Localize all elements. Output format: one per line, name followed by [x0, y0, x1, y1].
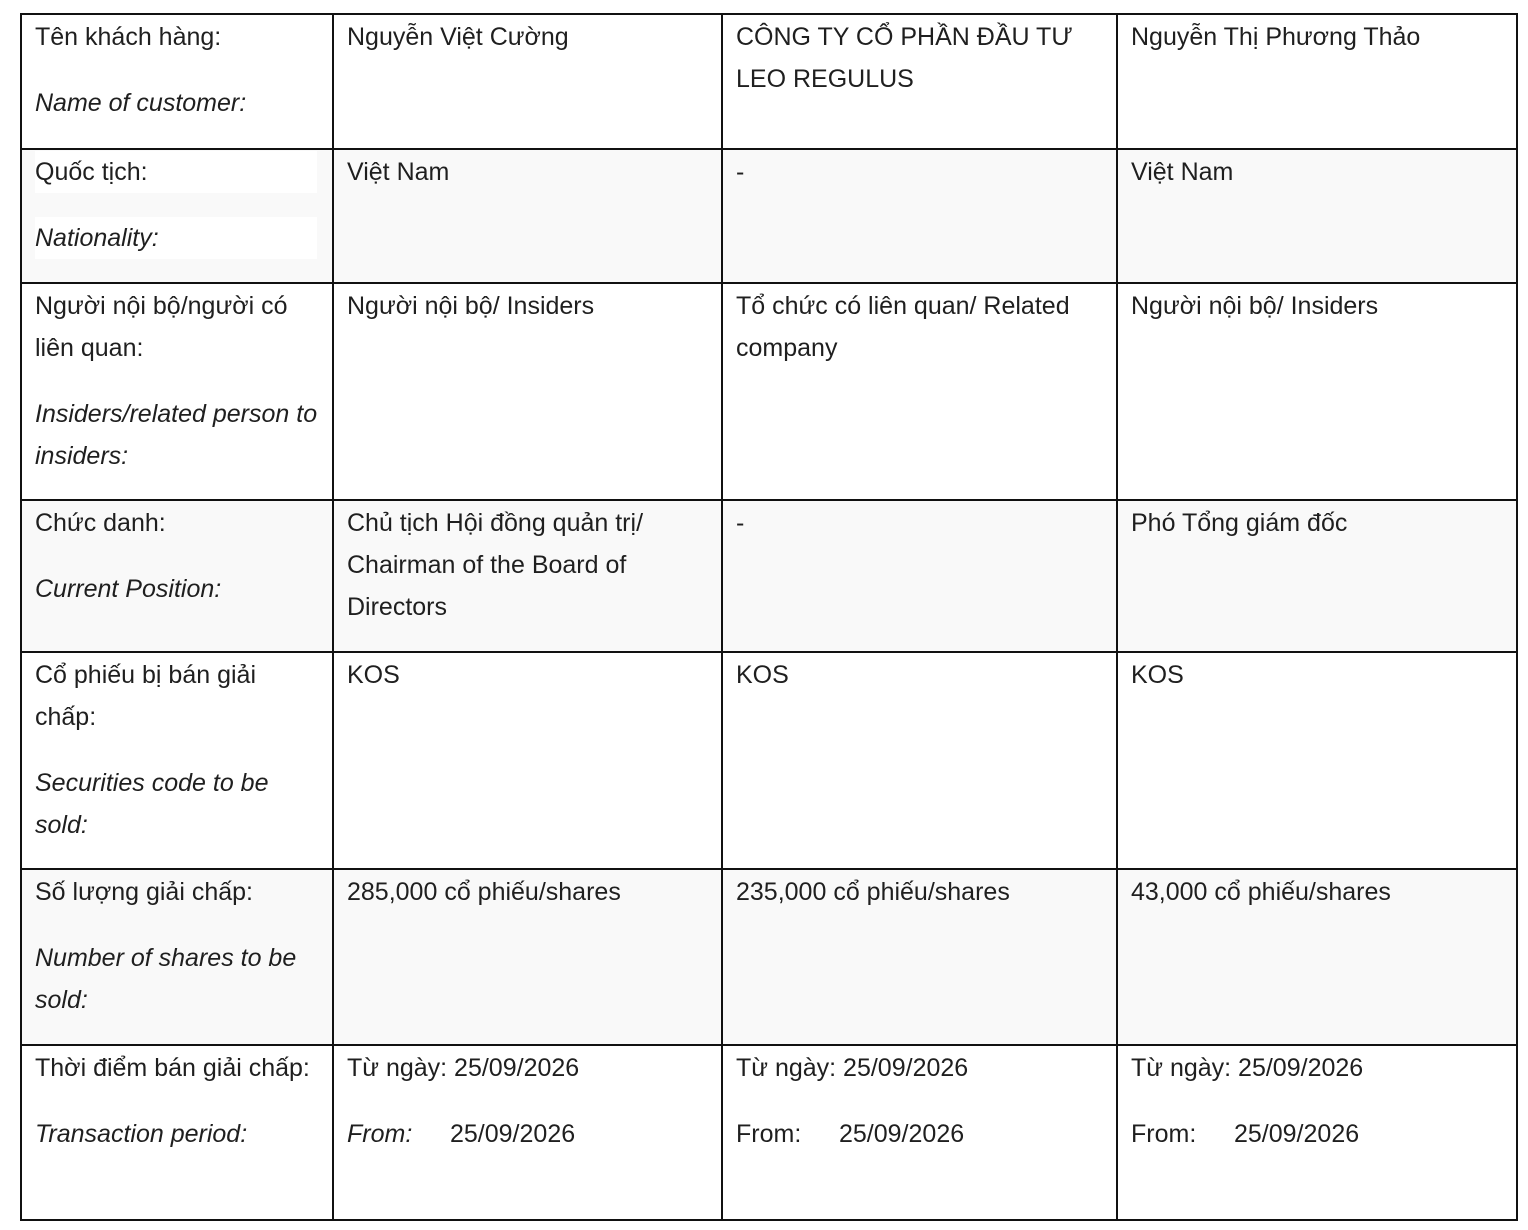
- cell-value: KOS: [1131, 661, 1184, 689]
- cell-value: Chủ tịch Hội đồng quản trị/ Chairman of the Board of Directors: [347, 509, 644, 621]
- cell-customer-2: [722, 869, 1117, 1045]
- row-label-cell: [21, 869, 333, 1045]
- cell-customer-3: [1117, 500, 1517, 652]
- cell-customer-1: [333, 283, 722, 500]
- from-date: 25/09/2026: [1234, 1120, 1360, 1148]
- cell-value: Việt Nam: [347, 158, 450, 186]
- label-vietnamese: Tên khách hàng:: [35, 23, 222, 51]
- cell-value: KOS: [347, 661, 400, 689]
- cell-customer-2: [722, 652, 1117, 869]
- cell-value: Tổ chức có liên quan/ Related company: [736, 292, 1070, 362]
- cell-value: -: [736, 158, 745, 186]
- cell-customer-1: [333, 149, 722, 283]
- label-english: Current Position:: [35, 575, 222, 603]
- cell-customer-1: [333, 869, 722, 1045]
- from-label: From:: [1131, 1120, 1197, 1148]
- label-english-text: Nationality:: [35, 217, 317, 259]
- cell-customer-1: [333, 500, 722, 652]
- label-english: Securities code to be sold:: [35, 769, 269, 839]
- row-label-cell: [21, 1045, 333, 1220]
- row-label-cell: [21, 283, 333, 500]
- label-english: Transaction period:: [35, 1120, 248, 1148]
- cell-customer-3: [1117, 652, 1517, 869]
- cell-customer-2: [722, 500, 1117, 652]
- table-row-transaction-period: [21, 1045, 1517, 1220]
- cell-value: 43,000 cổ phiếu/shares: [1131, 878, 1391, 906]
- from-label: From:: [736, 1120, 802, 1148]
- cell-customer-2: [722, 283, 1117, 500]
- table-row-position: [21, 500, 1517, 652]
- cell-customer-1: [333, 14, 722, 149]
- cell-customer-1: [333, 652, 722, 869]
- table-row-share-count: [21, 869, 1517, 1045]
- start-date-vietnamese: Từ ngày: 25/09/2026: [347, 1054, 580, 1082]
- label-vietnamese-text: Quốc tịch:: [35, 151, 317, 193]
- disclosure-table: [20, 13, 1518, 1221]
- cell-value: Người nội bộ/ Insiders: [1131, 292, 1379, 320]
- table-row-customer-name: [21, 14, 1517, 149]
- label-vietnamese: Người nội bộ/người có liên quan:: [35, 292, 288, 362]
- table-row-nationality: [21, 149, 1517, 283]
- cell-value: 285,000 cổ phiếu/shares: [347, 878, 621, 906]
- label-vietnamese: Cổ phiếu bị bán giải chấp:: [35, 661, 256, 731]
- label-english: Number of shares to be sold:: [35, 944, 297, 1014]
- cell-value: Người nội bộ/ Insiders: [347, 292, 595, 320]
- from-date: 25/09/2026: [450, 1120, 576, 1148]
- cell-customer-3: [1117, 1045, 1517, 1220]
- start-date-english: [347, 1113, 709, 1155]
- cell-value: Nguyễn Thị Phương Thảo: [1131, 23, 1421, 51]
- row-label-cell: [21, 500, 333, 652]
- row-label-cell: [21, 652, 333, 869]
- start-date-english: [736, 1113, 1104, 1155]
- cell-customer-2: [722, 14, 1117, 149]
- table-row-insider-status: [21, 283, 1517, 500]
- label-vietnamese: Số lượng giải chấp:: [35, 878, 253, 906]
- cell-customer-1: [333, 1045, 722, 1220]
- cell-customer-3: [1117, 14, 1517, 149]
- cell-value: KOS: [736, 661, 789, 689]
- label-vietnamese: Chức danh:: [35, 509, 166, 537]
- cell-value: -: [736, 509, 745, 537]
- cell-value: 235,000 cổ phiếu/shares: [736, 878, 1010, 906]
- cell-customer-3: [1117, 283, 1517, 500]
- from-label: From:: [347, 1120, 413, 1148]
- start-date-english: [1131, 1113, 1504, 1155]
- start-date-vietnamese: Từ ngày: 25/09/2026: [736, 1054, 969, 1082]
- row-label-cell: [21, 14, 333, 149]
- row-label-cell: [21, 149, 333, 283]
- cell-value: Nguyễn Việt Cường: [347, 23, 569, 51]
- label-english: Name of customer:: [35, 89, 247, 117]
- cell-customer-2: [722, 1045, 1117, 1220]
- start-date-vietnamese: Từ ngày: 25/09/2026: [1131, 1054, 1364, 1082]
- cell-customer-3: [1117, 149, 1517, 283]
- label-vietnamese: Thời điểm bán giải chấp:: [35, 1054, 310, 1082]
- from-date: 25/09/2026: [839, 1120, 965, 1148]
- cell-customer-3: [1117, 869, 1517, 1045]
- cell-value: Việt Nam: [1131, 158, 1234, 186]
- label-vietnamese: [35, 151, 320, 193]
- table-row-securities-code: [21, 652, 1517, 869]
- cell-value: Phó Tổng giám đốc: [1131, 509, 1348, 537]
- cell-customer-2: [722, 149, 1117, 283]
- label-english: Insiders/related person to insiders:: [35, 400, 318, 470]
- label-english: [35, 217, 320, 259]
- cell-value: CÔNG TY CỔ PHẦN ĐẦU TƯ LEO REGULUS: [736, 23, 1073, 93]
